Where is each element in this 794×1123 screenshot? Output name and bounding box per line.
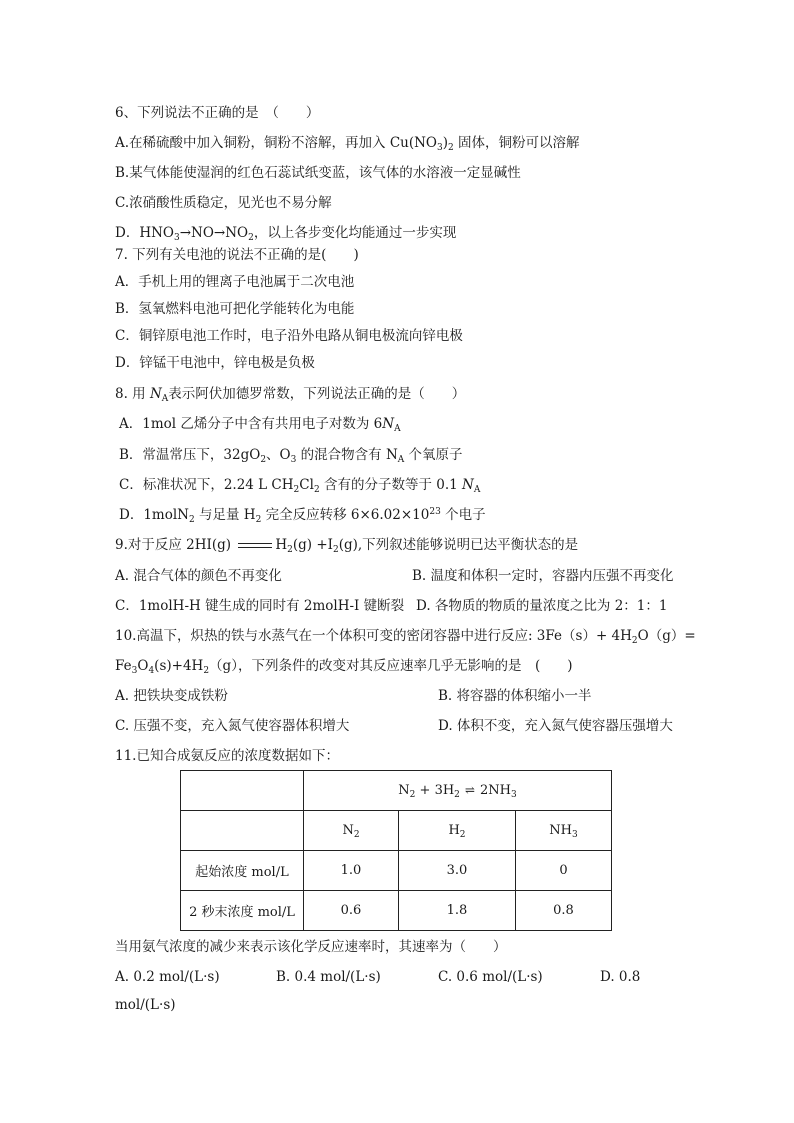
table-row <box>181 851 612 891</box>
q11-option-a: A. 0.2 mol/(L·s) <box>115 969 220 985</box>
q6-option-d: D．$HNO_3\to NO\to NO_2$，以上各步变化均能通过一步实现 <box>115 225 457 243</box>
concentration-table <box>180 770 612 931</box>
q6-option-b: B.某气体能使湿润的红色石蕊试纸变蓝，该气体的水溶液一定显碱性 <box>115 165 521 181</box>
row-label: 2 秒末浓度 mol/L <box>181 891 304 931</box>
q7-option-b: B．氢氧燃料电池可把化学能转化为电能 <box>115 301 355 317</box>
q7-option-d: D．锌锰干电池中，锌电极是负极 <box>115 355 315 371</box>
q8-stem: 8. 用 $N_A$表示阿伏加德罗常数，下列说法正确的是（ ） <box>115 386 466 404</box>
q11-stem: 11.已知合成氨反应的浓度数据如下： <box>115 748 339 764</box>
q8-option-c: C．标准状况下，2.24 L $CH_2Cl_2$ 含有的分子数等于 0.1 $N_A$ <box>119 477 481 495</box>
reaction-equation-cell: $N_2 + 3H_2$ ⇌ $2NH_3$ <box>304 771 612 811</box>
q10-option-b: B. 将容器的体积缩小一半 <box>438 688 592 704</box>
table-cell: 0.8 <box>516 891 612 931</box>
table-cell: 1.0 <box>304 851 399 891</box>
q11-option-c: C. 0.6 mol/(L·s) <box>438 969 543 985</box>
q11-question: 当用氨气浓度的减少来表示该化学反应速率时，其速率为（ ） <box>115 939 507 955</box>
table-row <box>181 891 612 931</box>
q9-option-c: C．1molH-H 键生成的同时有 2molH-I 键断裂 <box>115 598 405 614</box>
column-header-nh3: $NH_3$ <box>516 811 612 851</box>
column-header-h2: $H_2$ <box>399 811 516 851</box>
q9-option-b: B. 温度和体积一定时，容器内压强不再变化 <box>412 568 674 584</box>
q6-option-c: C.浓硝酸性质稳定，见光也不易分解 <box>115 195 332 211</box>
table-row <box>181 811 612 851</box>
q7-option-c: C．铜锌原电池工作时，电子沿外电路从铜电极流向锌电极 <box>115 328 463 344</box>
q9-stem: 9.对于反应 2HI(g) $H_2(g) +I_2(g)$,下列叙述能够说明已达平衡状态的是 <box>115 537 579 555</box>
q9-option-d: D. 各物质的物质的量浓度之比为 2：1：1 <box>416 598 668 614</box>
q8-option-b: B．常温常压下，$32gO_2$、$O_3$ 的混合物含有 $N_A$ 个氧原子 <box>119 447 463 465</box>
q11-option-d-cont: mol/(L·s) <box>115 997 176 1013</box>
table-cell: 3.0 <box>399 851 516 891</box>
reversible-arrow-icon: ⇌ <box>464 783 475 797</box>
q11-option-d: D. 0.8 <box>600 969 641 985</box>
equilibrium-sign <box>238 541 272 551</box>
table-cell: 0.6 <box>304 891 399 931</box>
table-cell: 0 <box>516 851 612 891</box>
q10-stem-line1: 10.高温下，炽热的铁与水蒸气在一个体积可变的密闭容器中进行反应: $3Fe(s)+ 4H_2O(g)=$ <box>115 628 696 646</box>
table-cell: 1.8 <box>399 891 516 931</box>
q10-option-d: D. 体积不变，充入氮气使容器压强增大 <box>438 718 673 734</box>
q10-stem-line2: $Fe_3O_4(s)+4H_2(g)$，下列条件的改变对其反应速率几乎无影响的是 ( ) <box>115 658 573 676</box>
q7-option-a: A．手机上用的锂离子电池属于二次电池 <box>115 274 355 290</box>
q7-stem: 7. 下列有关电池的说法不正确的是( ) <box>115 247 359 263</box>
q6-stem: 6、下列说法不正确的是 （ ） <box>115 105 320 121</box>
table-row <box>181 771 612 811</box>
q8-option-a: A．1mol 乙烯分子中含有共用电子对数为 $6N_A$ <box>119 416 401 434</box>
row-label: 起始浓度 mol/L <box>181 851 304 891</box>
column-header-n2: $N_2$ <box>304 811 399 851</box>
q11-option-b: B. 0.4 mol/(L·s) <box>276 969 381 985</box>
table-corner-cell <box>181 771 304 811</box>
q10-option-c: C. 压强不变，充入氮气使容器体积增大 <box>115 718 350 734</box>
q6-option-a: A.在稀硫酸中加入铜粉，铜粉不溶解，再加入 $Cu(NO_3)_2$ 固体，铜粉可以溶解 <box>115 135 580 153</box>
table-corner-cell <box>181 811 304 851</box>
q9-option-a: A. 混合气体的颜色不再变化 <box>115 568 282 584</box>
q10-option-a: A. 把铁块变成铁粉 <box>115 688 228 704</box>
q8-option-d: D．1molN$_2$ 与足量 $H_2$ 完全反应转移 $6\times 6.02\times 10^{23}$ 个电子 <box>119 507 486 525</box>
